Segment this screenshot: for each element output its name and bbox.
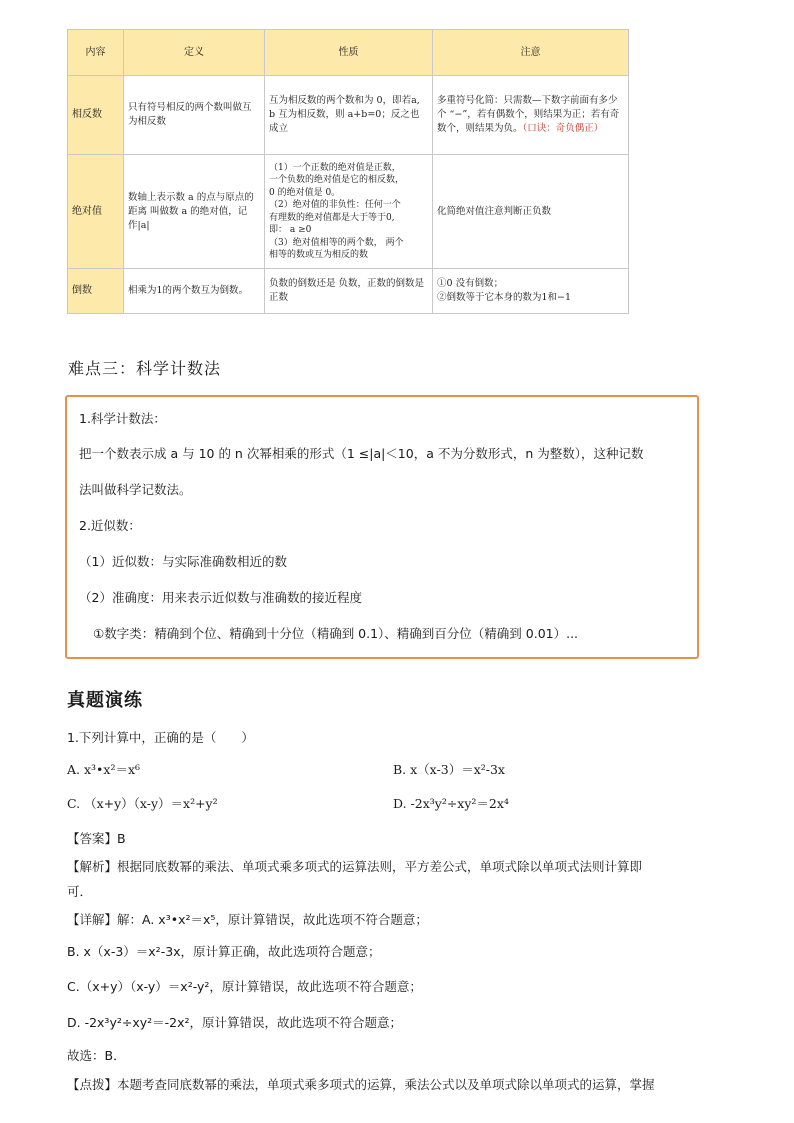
property-line: （2）绝对值的非负性：任何一个 bbox=[269, 200, 401, 210]
section-title: 难点三：科学计数法 bbox=[68, 359, 222, 378]
box-line: （2）准确度：用来表示近似数与准确数的接近程度 bbox=[79, 590, 362, 605]
note-cell: 化简绝对值注意判断正负数 bbox=[433, 155, 629, 269]
option-a: A. x³•x²＝x⁶ bbox=[67, 762, 141, 777]
detail-line bbox=[67, 910, 428, 928]
definition-cell: 只有符号相反的两个数叫做互为相反数 bbox=[124, 76, 265, 155]
note-text: 多重符号化简：只需数—下数字前面有多少个 “−”，若有偶数个，则结果为正；若有奇数个，则结果为负。 bbox=[437, 95, 620, 134]
detail-line: C.（x+y）（x-y）＝x²-y²，原计算错误，故此选项不符合题意； bbox=[67, 979, 422, 994]
option-b: B. x（x-3）＝x²-3x bbox=[393, 762, 505, 777]
definition-cell: 数轴上表示数 a 的点与原点的距离 叫做数 a 的绝对值，记作|a| bbox=[124, 155, 265, 269]
answer-label: 【答案】 bbox=[67, 831, 118, 846]
box-line: 2.近似数： bbox=[79, 518, 141, 533]
question-stem: 1.下列计算中，正确的是（ ） bbox=[67, 730, 254, 745]
property-cell bbox=[265, 155, 433, 269]
properties-table bbox=[67, 29, 629, 314]
row-name: 相反数 bbox=[68, 76, 124, 155]
detail-line: 故选：B． bbox=[67, 1048, 126, 1063]
point-text: 本题考查同底数幂的乘法，单项式乘多项式的运算，乘法公式以及单项式除以单项式的运算，掌握 bbox=[117, 1077, 655, 1092]
detail-text: 解：A. x³•x²＝x⁵，原计算错误，故此选项不符合题意； bbox=[117, 912, 428, 927]
property-line: （3）绝对值相等的两个数， 两个 bbox=[269, 237, 404, 248]
practice-title: 真题演练 bbox=[67, 690, 143, 711]
box-line: 把一个数表示成 a 与 10 的 n 次幂相乘的形式（1 ≤|a|＜10，a 不为分数形式，n 为整数），这种记数 bbox=[79, 446, 644, 461]
property-line: 相等的数或互为相反的数 bbox=[269, 250, 369, 260]
header-definition: 定义 bbox=[124, 30, 265, 76]
note-line: ①0 没有倒数； bbox=[437, 278, 504, 289]
property-line: 0 的绝对值是 0。 bbox=[269, 187, 341, 198]
knowledge-box bbox=[65, 395, 699, 659]
table-row bbox=[68, 76, 629, 155]
note-cell bbox=[433, 269, 629, 314]
detail-label: 【详解】 bbox=[67, 912, 118, 927]
definition-cell: 相乘为1的两个数互为倒数。 bbox=[124, 269, 265, 314]
option-c: C. （x+y）（x-y）＝x²+y² bbox=[67, 796, 218, 811]
box-line: ①数字类：精确到个位、精确到十分位（精确到 0.1）、精确到百分位（精确到 0.01）... bbox=[93, 626, 579, 641]
header-content: 内容 bbox=[68, 30, 124, 76]
box-line: 法叫做科学记数法。 bbox=[79, 482, 192, 497]
analysis-line bbox=[67, 857, 642, 875]
analysis-label: 【解析】 bbox=[67, 859, 118, 874]
box-line: 1.科学计数法： bbox=[79, 411, 166, 426]
point-line bbox=[67, 1075, 655, 1093]
header-property: 性质 bbox=[265, 30, 433, 76]
property-cell: 互为相反数的两个数和为 0，即若a, b 互为相反数，则 a+b=0；反之也成立 bbox=[265, 76, 433, 155]
detail-line: D. -2x³y²÷xy²＝-2x²，原计算错误，故此选项不符合题意； bbox=[67, 1015, 403, 1030]
row-name: 倒数 bbox=[68, 269, 124, 314]
property-line: 一个负数的绝对值是它的相反数， bbox=[269, 175, 405, 185]
table-row bbox=[68, 155, 629, 269]
analysis-line-2: 可． bbox=[67, 884, 93, 899]
note-cell bbox=[433, 76, 629, 155]
box-line: （1）近似数：与实际准确数相近的数 bbox=[79, 554, 287, 569]
property-line: 有理数的绝对值都是大于等于0, bbox=[269, 212, 395, 223]
property-line: （1）一个正数的绝对值是正数， bbox=[269, 162, 401, 173]
analysis-text: 根据同底数幂的乘法、单项式乘多项式的运算法则，平方差公式，单项式除以单项式法则计算即 bbox=[117, 859, 643, 874]
note-line: ②倒数等于它本身的数为1和−1 bbox=[437, 292, 572, 303]
header-note: 注意 bbox=[433, 30, 629, 76]
answer-value: B bbox=[117, 831, 126, 846]
answer-line bbox=[67, 829, 126, 847]
row-name: 绝对值 bbox=[68, 155, 124, 269]
property-cell: 负数的倒数还是 负数，正数的倒数是正数 bbox=[265, 269, 433, 314]
table-row bbox=[68, 269, 629, 314]
property-line: 即： a ≥0 bbox=[269, 225, 312, 235]
point-label: 【点拨】 bbox=[67, 1077, 118, 1092]
note-mnemonic: （口诀：奇负偶正） bbox=[522, 123, 604, 134]
detail-line: B. x（x-3）＝x²-3x，原计算正确，故此选项符合题意； bbox=[67, 944, 381, 959]
option-d: D. -2x³y²÷xy²＝2x⁴ bbox=[393, 796, 509, 811]
